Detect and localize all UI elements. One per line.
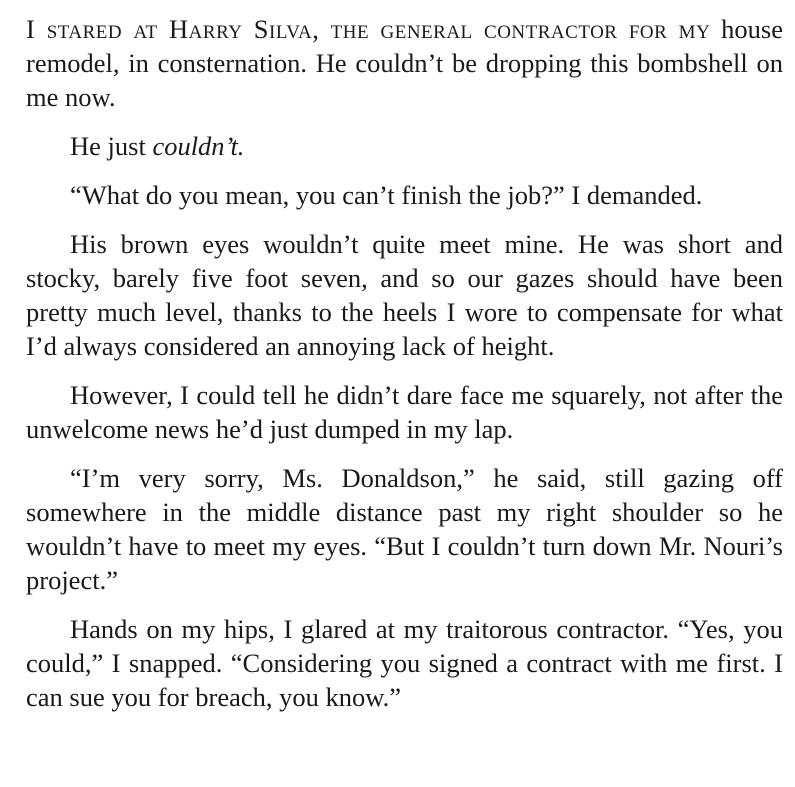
paragraph-5: However, I could tell he didn’t dare face me squarely, not after the unwelcome news he’d just dumped in my lap. xyxy=(26,380,783,444)
paragraph-4: His brown eyes wouldn’t quite meet mine. He was short and stocky, barely five foot seven, and so our gazes should have been pretty much level, thanks to the heels I wore to compensate for what I’d always considered an annoying lack of height. xyxy=(26,229,783,361)
paragraph-3: “What do you mean, you can’t finish the job?” I demanded. xyxy=(70,180,703,210)
paragraph-2-text: He just xyxy=(70,131,153,161)
paragraph-6: “I’m very sorry, Ms. Donaldson,” he said, still gazing off somewhere in the middle distance past my right shoulder so he wouldn’t have to meet my eyes. “But I couldn’t turn down Mr. Nouri’s project.” xyxy=(26,463,783,595)
paragraph-2 xyxy=(26,129,783,163)
emphasis-text: couldn’t. xyxy=(152,131,245,161)
paragraph-1 xyxy=(26,12,783,114)
paragraph-1-text: house remodel, in consternation. He couldn’t be dropping this bombshell on me now. xyxy=(26,14,783,112)
book-page xyxy=(26,12,783,729)
paragraph-7: Hands on my hips, I glared at my traitorous contractor. “Yes, you could,” I snapped. “Considering you signed a contract with me first. I can sue you for breach, you know.” xyxy=(26,614,783,712)
opening-small-caps: I stared at Harry Silva, the general contractor for my xyxy=(26,14,711,44)
